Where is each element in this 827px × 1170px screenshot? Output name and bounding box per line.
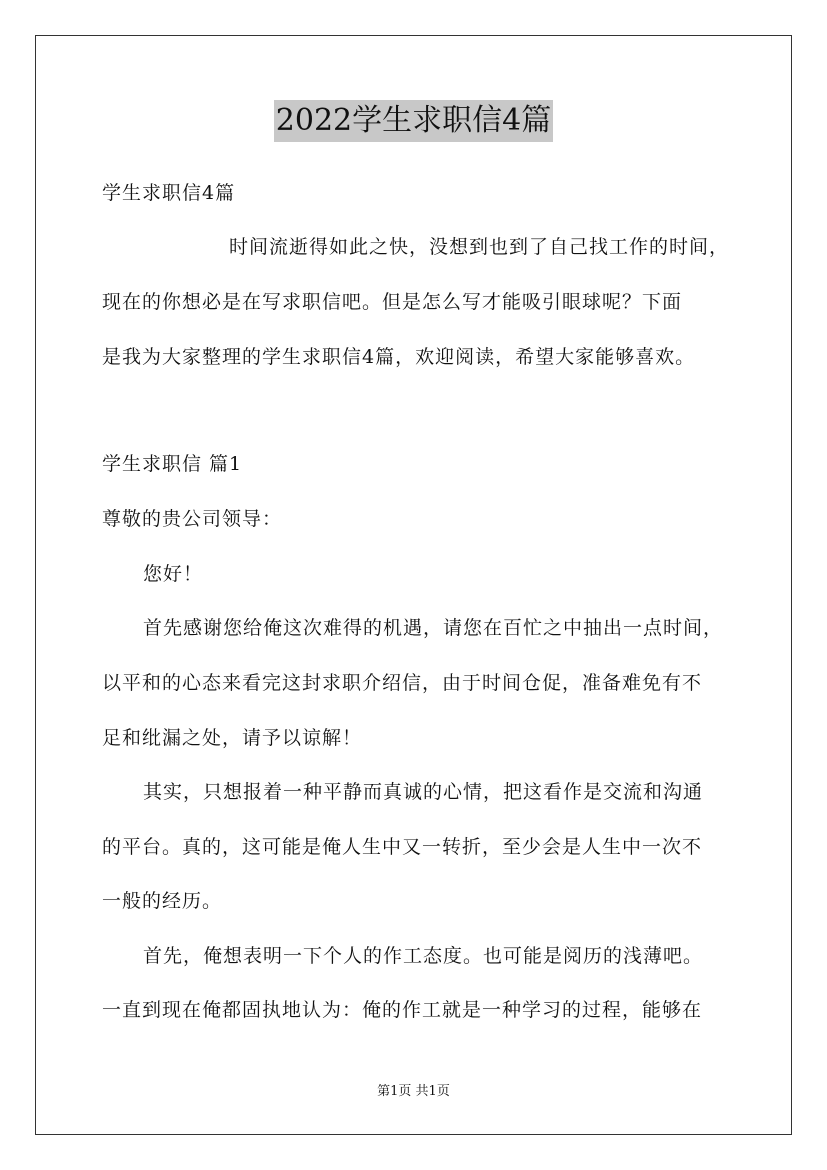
body-line: 的平台。真的，这可能是俺人生中又一转折，至少会是人生中一次不	[102, 836, 703, 858]
greeting: 您好！	[143, 563, 204, 585]
body-line: 其实，只想报着一种平静而真诚的心情，把这看作是交流和沟通	[143, 781, 704, 803]
body-line: 一般的经历。	[102, 890, 223, 912]
body-line: 以平和的心态来看完这封求职介绍信，由于时间仓促，准备难免有不	[102, 672, 703, 694]
intro-line: 现在的你想必是在写求职信吧。但是怎么写才能吸引眼球呢？下面	[102, 291, 683, 313]
section-heading: 学生求职信 篇1	[102, 453, 243, 475]
intro-line: 是我为大家整理的学生求职信4篇，欢迎阅读，希望大家能够喜欢。	[102, 346, 696, 368]
body-line: 足和纰漏之处，请予以谅解！	[102, 727, 363, 749]
body-line: 首先感谢您给俺这次难得的机遇，请您在百忙之中抽出一点时间，	[143, 617, 724, 639]
page-footer	[0, 1083, 827, 1101]
title-container	[0, 100, 827, 142]
document-title: 2022学生求职信4篇	[274, 100, 553, 142]
document-subtitle: 学生求职信4篇	[102, 182, 236, 204]
body-line: 首先，俺想表明一下个人的作工态度。也可能是阅历的浅薄吧。	[143, 945, 704, 967]
body-line: 一直到现在俺都固执地认为：俺的作工就是一种学习的过程，能够在	[102, 999, 703, 1021]
salutation: 尊敬的贵公司领导：	[102, 508, 283, 530]
page-number-label: 第1页 共1页	[377, 1084, 450, 1099]
intro-line: 时间流逝得如此之快，没想到也到了自己找工作的时间，	[229, 236, 730, 258]
